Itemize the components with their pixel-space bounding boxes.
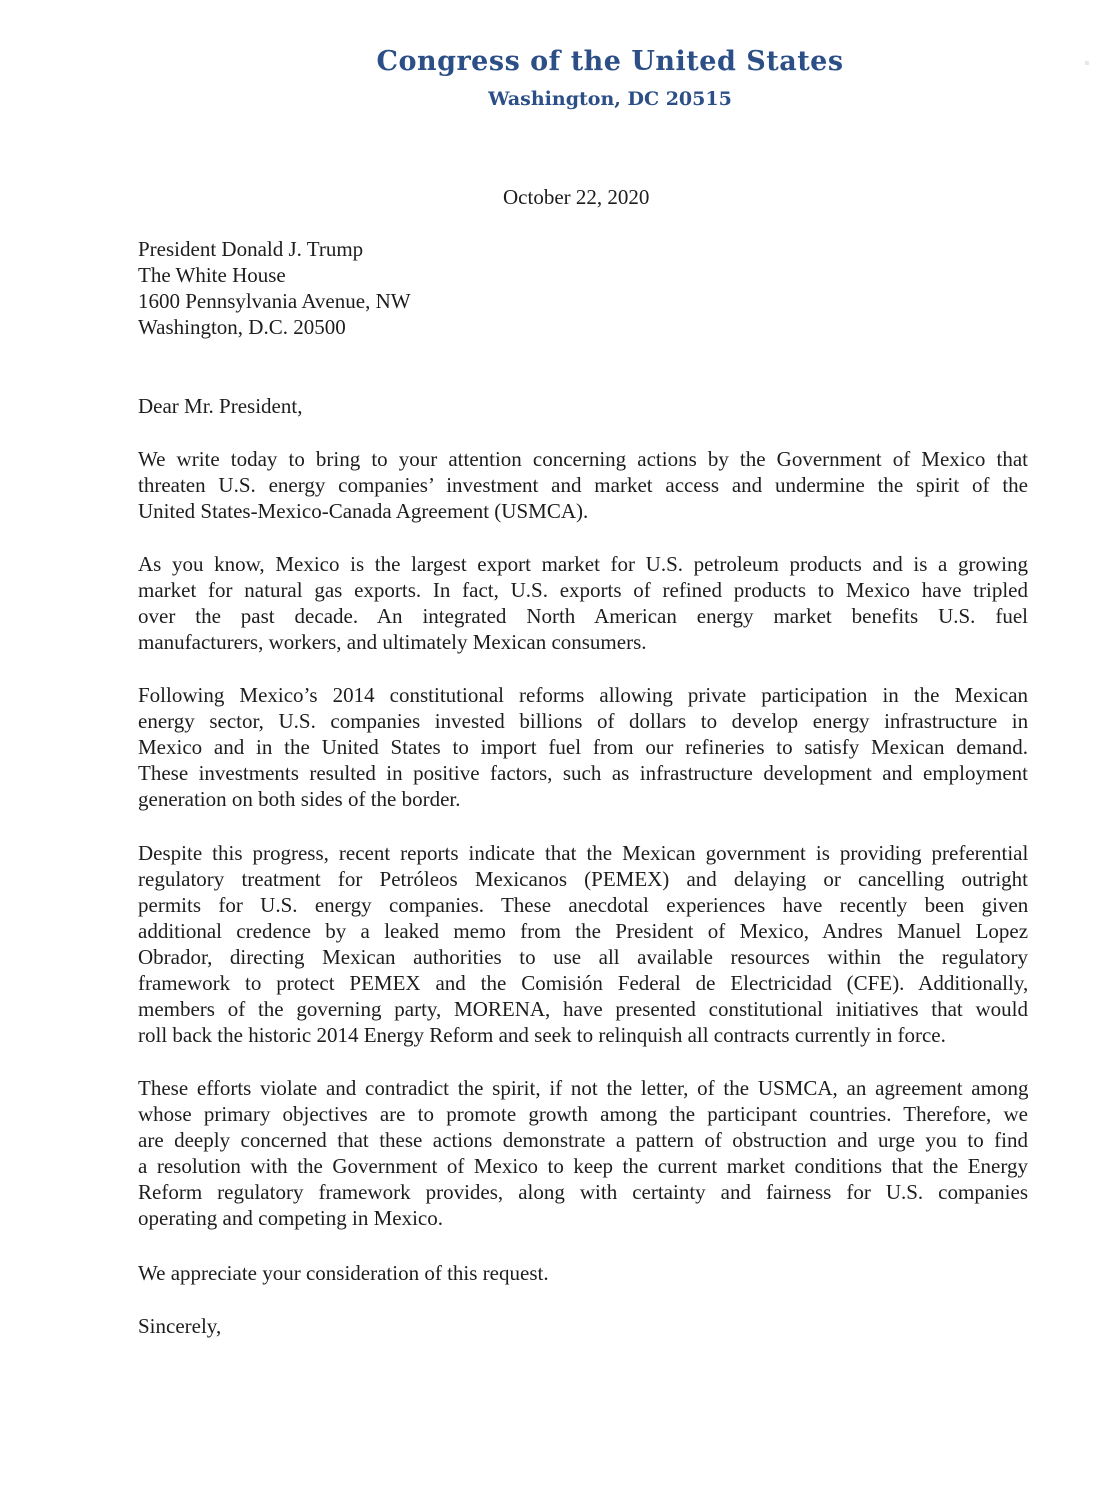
paragraph-line: As you know, Mexico is the largest export market for U.S. petroleum products and is a growing: [138, 552, 1028, 576]
paragraph-line: regulatory treatment for Petróleos Mexicanos (PEMEX) and delaying or cancelling outright: [138, 867, 1028, 891]
paragraph-line: threaten U.S. energy companies’ investment and market access and undermine the spirit of the: [138, 473, 1028, 497]
recipient-address: [138, 236, 411, 340]
paragraph-line: Despite this progress, recent reports indicate that the Mexican government is providing preferential: [138, 841, 1029, 865]
paragraph-2: [138, 551, 1028, 655]
paragraph-line: energy sector, U.S. companies invested billions of dollars to develop energy infrastructure in: [138, 709, 1029, 733]
paragraph-4: [138, 840, 1028, 1048]
paragraph-5: [138, 1075, 1028, 1231]
paragraph-line: generation on both sides of the border.: [138, 787, 461, 811]
paragraph-line: roll back the historic 2014 Energy Reform and seek to relinquish all contracts currently in force.: [138, 1023, 946, 1047]
paragraph-line: We write today to bring to your attention concerning actions by the Government of Mexico that: [138, 447, 1028, 471]
paragraph-line: operating and competing in Mexico.: [138, 1206, 444, 1230]
recipient-street: 1600 Pennsylvania Avenue, NW: [138, 289, 411, 313]
recipient-name: President Donald J. Trump: [138, 237, 364, 261]
paragraph-line: Obrador, directing Mexican authorities to use all available resources within the regulatory: [138, 945, 1028, 969]
paragraph-line: framework to protect PEMEX and the Comisión Federal de Electricidad (CFE). Additionally,: [138, 971, 1029, 995]
paragraph-line: whose primary objectives are to promote growth among the participant countries. Therefore, we: [138, 1102, 1028, 1126]
paragraph-line: Reform regulatory framework provides, along with certainty and fairness for U.S. companies: [138, 1180, 1028, 1204]
sign-off: Sincerely,: [138, 1314, 222, 1338]
paragraph-line: These investments resulted in positive factors, such as infrastructure development and employment: [138, 761, 1028, 785]
letterhead-address: Washington, DC 20515: [488, 88, 732, 110]
paragraph-line: manufacturers, workers, and ultimately Mexican consumers.: [138, 630, 647, 654]
paragraph-3: [138, 682, 1028, 812]
paragraph-1: [138, 446, 1028, 524]
paragraph-line: market for natural gas exports. In fact, U.S. exports of refined products to Mexico have tripled: [138, 578, 1028, 602]
paragraph-line: members of the governing party, MORENA, have presented constitutional initiatives that would: [138, 997, 1028, 1021]
recipient-city: Washington, D.C. 20500: [138, 315, 346, 339]
paragraph-line: Mexico and in the United States to import fuel from our refineries to satisfy Mexican demand.: [138, 735, 1028, 759]
recipient-organization: The White House: [138, 263, 286, 287]
paragraph-line: These efforts violate and contradict the spirit, if not the letter, of the USMCA, an agreement among: [138, 1076, 1029, 1100]
paragraph-line: over the past decade. An integrated North American energy market benefits U.S. fuel: [138, 604, 1028, 628]
letter-date: October 22, 2020: [503, 185, 650, 209]
scan-artifact: [1082, 58, 1092, 68]
closing-line: We appreciate your consideration of this request.: [138, 1261, 549, 1285]
paragraph-line: additional credence by a leaked memo from the President of Mexico, Andres Manuel Lopez: [138, 919, 1029, 943]
paragraph-line: are deeply concerned that these actions demonstrate a pattern of obstruction and urge you to find: [138, 1128, 1028, 1152]
letterhead-title: Congress of the United States: [376, 46, 844, 77]
paragraph-line: United States-Mexico-Canada Agreement (USMCA).: [138, 499, 589, 523]
paragraph-line: Following Mexico’s 2014 constitutional reforms allowing private participation in the Mexican: [138, 683, 1029, 707]
paragraph-line: a resolution with the Government of Mexico to keep the current market conditions that the Energy: [138, 1154, 1028, 1178]
paragraph-line: permits for U.S. energy companies. These anecdotal experiences have recently been given: [138, 893, 1029, 917]
salutation: Dear Mr. President,: [138, 394, 303, 418]
